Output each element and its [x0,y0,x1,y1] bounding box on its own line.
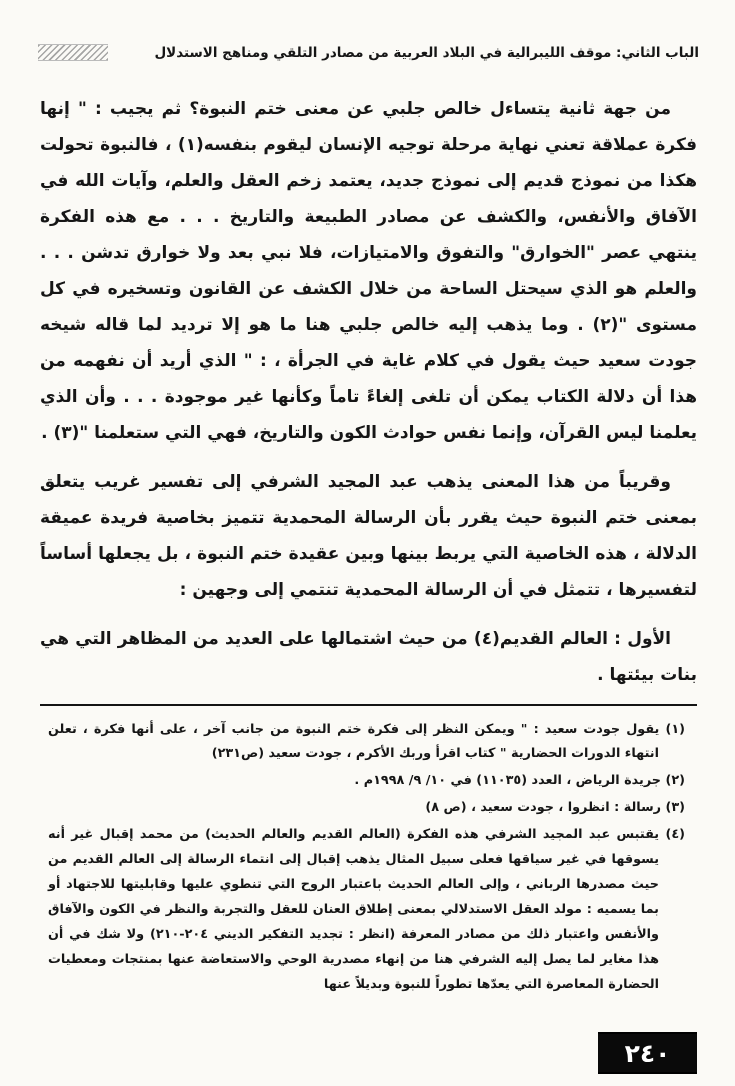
paragraph-3-first-point: الأول : العالم القديم(٤) من حيث اشتمالها على العديد من المظاهر التي هي بنات بيئتها . [40,629,697,686]
chapter-header-title: الباب الثاني: موقف الليبرالية في البلاد العربية من مصادر التلقي ومناهج الاستدلال [154,44,699,61]
page-number-badge [598,1032,697,1074]
body-text [0,61,735,694]
paragraph-1: من جهة ثانية يتساءل خالص جلبي عن معنى ختم النبوة؟ ثم يجيب : " إنها فكرة عملاقة تعني نهاية مرحلة توجيه الإنسان ليقوم بنفسه(١) ، فالنبوة تحولت هكذا من نموذج قديم إلى نموذج جديد، يعتمد زخم العقل والعلم، وآيات الله في الآفاق والأنفس، والكشف عن مصادر الطبيعة والتاريخ . . . مع هذه الفكرة ينتهي عصر "الخوارق" والتفوق والامتيازات، فلا نبي بعد ولا خوارق تدشن . . . والعلم هو الذي سيحتل الساحة من خلال الكشف عن القانون وتسخيره في كل مستوى "(٢) . وما يذهب إليه خالص جلبي هنا ما هو إلا ترديد لما قاله شيخه جودت سعيد حيث يقول في كلام غاية في الجرأة ، : " الذي أريد أن نفهمه من هذا أن دلالة الكتاب يمكن أن تلغى إلغاءً تاماً وكأنها غير موجودة . . . وأن الذي يعلمنا ليس القرآن، وإنما نفس حوادث الكون والتاريخ، فهي التي ستعلمنا "(٣) . [40,99,697,444]
hatched-ornament [38,44,108,61]
footnote-2: (٢) جريدة الرياض ، العدد (١١٠٣٥) في ١٠/ ٩/ ١٩٩٨م . [354,773,685,789]
footnotes-section [40,704,697,998]
footnote-4: (٤) يقتبس عبد المجيد الشرفي هذه الفكرة (العالم القديم والعالم الحديث) من محمد إقبال غير أنه يسوقها في غير سياقها فعلى سبيل المثال يذهب إقبال إلى انتماء الرسالة إلى العالم القديم من حيث مصدرها الرباني ، وإلى العالم الحديث باعتبار الروح التي تنطوي عليها وقابليتها للاجتهاد أو بما يسميه : مولد العقل الاستدلالي بمعنى إطلاق العنان للعقل والتجربة والنظر في الكون والآفاق والأنفس واعتبار ذلك من مصادر المعرفة (انظر : تجديد التفكير الديني ٢٠٤-٢١٠) ولا شك في أن هذا مغاير لما يصل إليه الشرفي هنا من إنهاء مصدرية الوحي والاستعاضة عنها بمنتجات ومعطيات الحضارة المعاصرة التي يعدّها تطوراً للنبوة وبديلاً عنها [48,827,685,993]
page-number: ٢٤٠ [624,1038,671,1068]
footnote-1: (١) يقول جودت سعيد : " ويمكن النظر إلى فكرة ختم النبوة من جانب آخر ، على أنها فكرة ، تعلن انتهاء الدورات الحضارية " كتاب اقرأ وربك الأكرم ، جودت سعيد (ص٢٣١) [48,721,685,762]
paragraph-2: وقريباً من هذا المعنى يذهب عبد المجيد الشرفي إلى تفسير غريب يتعلق بمعنى ختم النبوة حيث يقرر بأن الرسالة المحمدية تتميز بخاصية فريدة عميقة الدلالة ، هذه الخاصية التي يربط بينها وبين عقيدة ختم النبوة ، بل يجعلها أساساً لتفسيرها ، تتمثل في أن الرسالة المحمدية تنتمي إلى وجهين : [40,472,697,601]
page-header [0,0,735,61]
footnote-3: (٣) رسالة : انظروا ، جودت سعيد ، (ص ٨) [425,800,685,816]
